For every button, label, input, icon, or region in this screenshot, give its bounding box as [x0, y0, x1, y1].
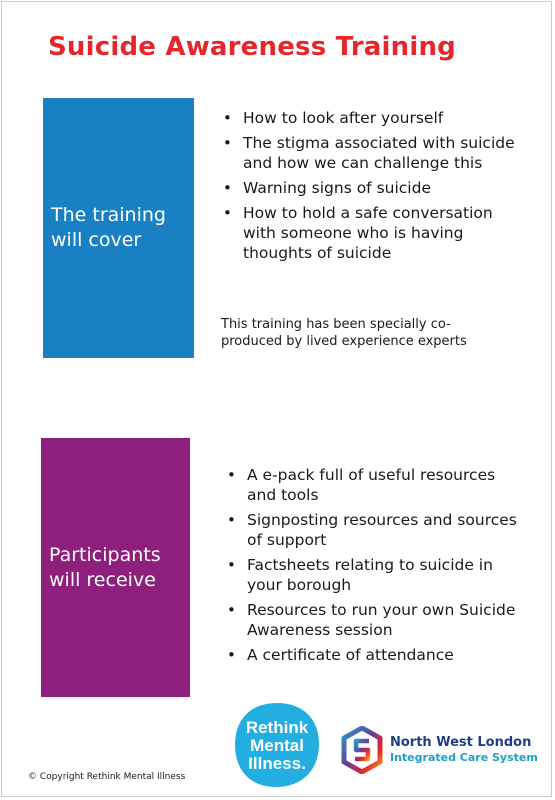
copyright-text: © Copyright Rethink Mental Illness: [28, 772, 186, 782]
cover-label-line2: will cover: [51, 229, 142, 251]
page-title: Suicide Awareness Training: [48, 32, 456, 62]
receive-list-item: • Factsheets relating to suicide in your borough: [226, 555, 526, 595]
receive-label-line1: Participants: [49, 543, 161, 566]
receive-label-line2: will receive: [49, 568, 156, 591]
cover-list-item: • The stigma associated with suicide and how we can challenge this: [222, 133, 522, 173]
nwl-name-line2: Integrated Care System: [390, 751, 538, 764]
receive-label-block: [41, 438, 190, 697]
rethink-mental-illness-logo-icon: [232, 700, 322, 790]
nwl-ics-name: [390, 735, 538, 765]
nwl-name-line1: North West London: [390, 735, 532, 750]
cover-list-item: • How to look after yourself: [222, 108, 522, 128]
cover-label-line1: The training: [51, 204, 166, 226]
receive-list-item: • A certificate of attendance: [226, 645, 526, 665]
receive-list-item: • A e-pack full of useful resources and tools: [226, 465, 526, 505]
cover-label-block: [43, 98, 194, 358]
co-production-note: This training has been specially co-produced by lived experience experts: [221, 317, 467, 349]
receive-label: [49, 543, 161, 593]
receive-list-item: • Signposting resources and sources of support: [226, 510, 526, 550]
rethink-logo-word: Illness.: [248, 754, 306, 773]
cover-list: [222, 108, 522, 268]
rethink-logo-word: Rethink: [245, 718, 309, 737]
cover-label: [51, 203, 166, 253]
receive-list: [226, 465, 526, 670]
cover-list-item: • How to hold a safe conversation with someone who is having thoughts of suicide: [222, 203, 522, 263]
cover-list-item: • Warning signs of suicide: [222, 178, 522, 198]
nwl-ics-hexagon-logo-icon: [341, 726, 383, 774]
rethink-logo-word: Mental: [250, 736, 304, 755]
receive-list-item: • Resources to run your own Suicide Awareness session: [226, 600, 526, 640]
